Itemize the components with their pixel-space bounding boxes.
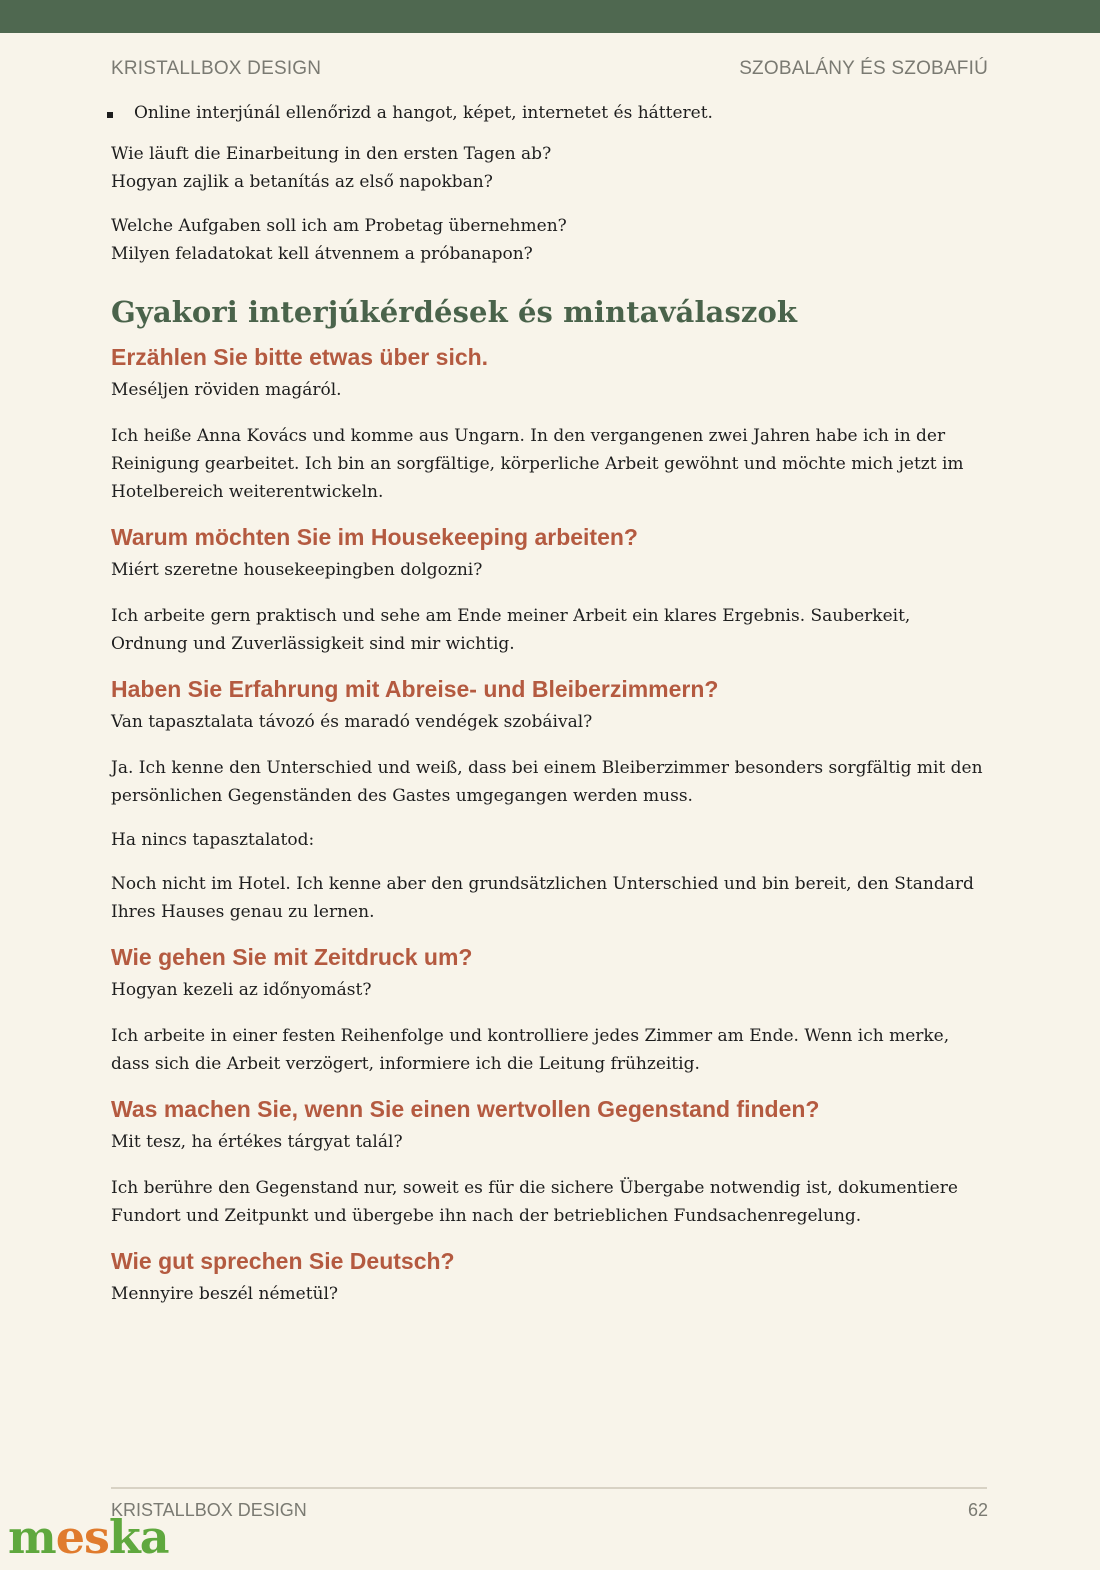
intro-question-pair (111, 140, 987, 196)
question-translation: Hogyan kezeli az időnyomást? (111, 980, 372, 1000)
sample-answer: Ich arbeite in einer festen Reihenfolge und kontrolliere jedes Zimmer am Ende. Wenn ich merke, dass sich die Arbeit verzögert, informiere ich die Leitung frühzeitig. (111, 1026, 950, 1074)
sample-answer: Ich berühre den Gegenstand nur, soweit es für die sichere Übergabe notwendig ist, dokumentiere Fundort und Zeitpunkt und übergebe ihn nach der betrieblichen Fundsachenregelung. (111, 1178, 958, 1226)
question-translation: Van tapasztalata távozó és maradó vendégek szobáival? (111, 712, 593, 732)
interview-question: Wie gut sprechen Sie Deutsch? (111, 1248, 455, 1274)
tips-list (111, 99, 987, 127)
page-content (111, 99, 987, 1326)
top-color-bar (0, 0, 1100, 33)
intro-question-pair (111, 212, 987, 268)
interview-question: Was machen Sie, wenn Sie einen wertvollen Gegenstand finden? (111, 1096, 820, 1122)
question-german: Wie läuft die Einarbeitung in den ersten Tagen ab? (111, 144, 552, 164)
question-german: Welche Aufgaben soll ich am Probetag übernehmen? (111, 216, 567, 236)
interview-question: Wie gehen Sie mit Zeitdruck um? (111, 944, 473, 970)
question-translation: Meséljen röviden magáról. (111, 380, 342, 400)
interview-question: Erzählen Sie bitte etwas über sich. (111, 344, 489, 370)
footer-divider (111, 1487, 987, 1489)
header-brand: KRISTALLBOX DESIGN (111, 58, 322, 79)
tip-item: Online interjúnál ellenőrizd a hangot, képet, internetet és hátteret. (111, 99, 987, 127)
section-title: Gyakori interjúkérdések és mintaválaszok (111, 295, 798, 329)
question-translation: Mennyire beszél németül? (111, 1284, 339, 1304)
note-no-experience: Ha nincs tapasztalatod: (111, 830, 315, 850)
sample-answer: Ich arbeite gern praktisch und sehe am Ende meiner Arbeit ein klares Ergebnis. Sauberkeit, Ordnung und Zuverlässigkeit sind mir wichtig. (111, 606, 911, 654)
interview-question: Haben Sie Erfahrung mit Abreise- und Bleiberzimmern? (111, 676, 719, 702)
sample-answer: Ich heiße Anna Kovács und komme aus Ungarn. In den vergangenen zwei Jahren habe ich in der Reinigung gearbeitet. Ich bin an sorgfältige, körperliche Arbeit gewöhnt und möchte mich jetzt im Hotelbereich weiterentwickeln. (111, 426, 964, 502)
footer-brand: KRISTALLBOX DESIGN (111, 1500, 307, 1520)
question-hungarian: Hogyan zajlik a betanítás az első napokban? (111, 172, 493, 192)
meska-watermark-logo: meska (8, 1510, 169, 1564)
page-number: 62 (967, 1500, 988, 1520)
question-hungarian: Milyen feladatokat kell átvennem a próbanapon? (111, 244, 533, 264)
sample-answer: Ja. Ich kenne den Unterschied und weiß, dass bei einem Bleiberzimmer besonders sorgfältig mit den persönlichen Gegenständen des Gastes umgegangen werden muss. (111, 758, 983, 806)
header-chapter-title: SZOBALÁNY ÉS SZOBAFIÚ (739, 58, 988, 79)
interview-question: Warum möchten Sie im Housekeeping arbeiten? (111, 524, 638, 550)
question-translation: Mit tesz, ha értékes tárgyat talál? (111, 1132, 403, 1152)
sample-answer: Noch nicht im Hotel. Ich kenne aber den grundsätzlichen Unterschied und bin bereit, den Standard Ihres Hauses genau zu lernen. (111, 874, 974, 922)
question-translation: Miért szeretne housekeepingben dolgozni? (111, 560, 483, 580)
